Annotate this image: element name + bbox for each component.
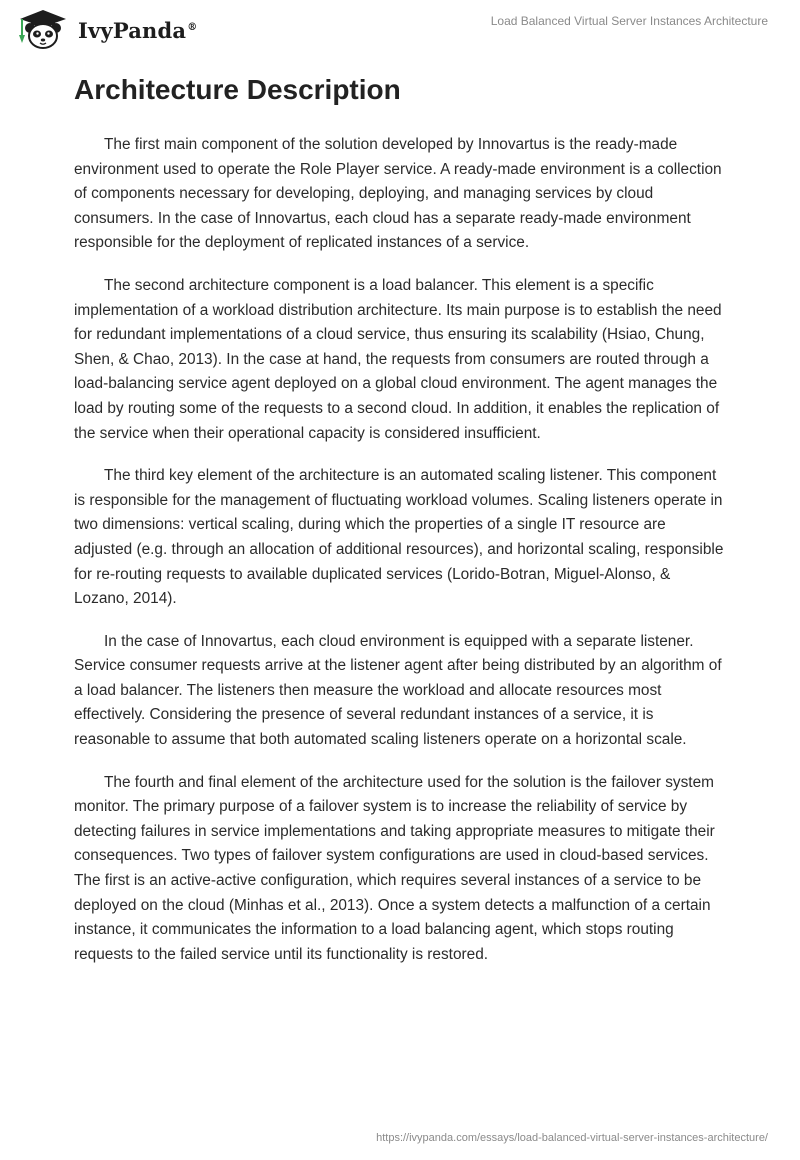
logo-text: IvyPanda	[78, 17, 187, 43]
paragraph-5: The fourth and final element of the architecture used for the solution is the failover system monitor. The primary purpose of a failover system is to increase the reliability of service by detecting failures in service implementations and taking appropriate measures to mitigate their consequences. Two types of failover system configurations are used in cloud-based services. The first is an active-active configuration, which requires several instances of a service to be deployed on the cloud (Minhas et al., 2013). Once a system detects a malfunction of a certain instance, it communicates the information to a load balancing agent, which stops routing requests to the failed service until its functionality is restored.	[74, 773, 715, 963]
paragraph-4: In the case of Innovartus, each cloud environment is equipped with a separate listener. Service consumer requests arrive at the listener agent after being distributed by an algorithm of a load balancer. The listeners then measure the workload and allocate resources most effectively. Considering the presence of several redundant instances of a service, it is reasonable to assume that both automated scaling listeners operate on a horizontal scale.	[74, 632, 722, 749]
article-body	[74, 72, 726, 985]
panda-graduate-icon	[14, 8, 72, 50]
section-heading: Architecture Description	[74, 74, 401, 105]
paragraph-3: The third key element of the architecture is an automated scaling listener. This component is responsible for the management of fluctuating workload volumes. Scaling listeners operate in two dimensions: vertical scaling, during which the properties of a single IT resource are adjusted (e.g. through an allocation of additional resources), and horizontal scaling, responsible for re-routing requests to available duplicated services (Lorido-Botran, Miguel-Alonso, & Lozano, 2014).	[74, 467, 724, 608]
document-header-title: Load Balanced Virtual Server Instances Architecture	[490, 14, 768, 28]
registered-mark: ®	[187, 21, 198, 33]
paragraph-1: The first main component of the solution developed by Innovartus is the ready-made environment used to operate the Role Player service. A ready-made environment is a collection of components necessary for developing, deploying, and managing services by cloud consumers. In the case of Innovartus, each cloud has a separate ready-made environment responsible for the deployment of replicated instances of a service.	[74, 136, 722, 252]
ivypanda-logo[interactable]	[14, 8, 197, 50]
logo-wordmark	[78, 18, 197, 43]
paragraph-2: The second architecture component is a load balancer. This element is a specific implementation of a workload distribution architecture. Its main purpose is to establish the need for redundant implementations of a cloud service, thus ensuring its scalability (Hsiao, Chung, Shen, & Chao, 2013). In the case at hand, the requests from consumers are routed through a load-balancing service agent deployed on a global cloud environment. The agent manages the load by routing some of the requests to a second cloud. In addition, it enables the replication of the service when their operational capacity is considered insufficient.	[74, 276, 722, 442]
source-url[interactable]: https://ivypanda.com/essays/load-balanced-virtual-server-instances-architecture/	[376, 1132, 768, 1144]
